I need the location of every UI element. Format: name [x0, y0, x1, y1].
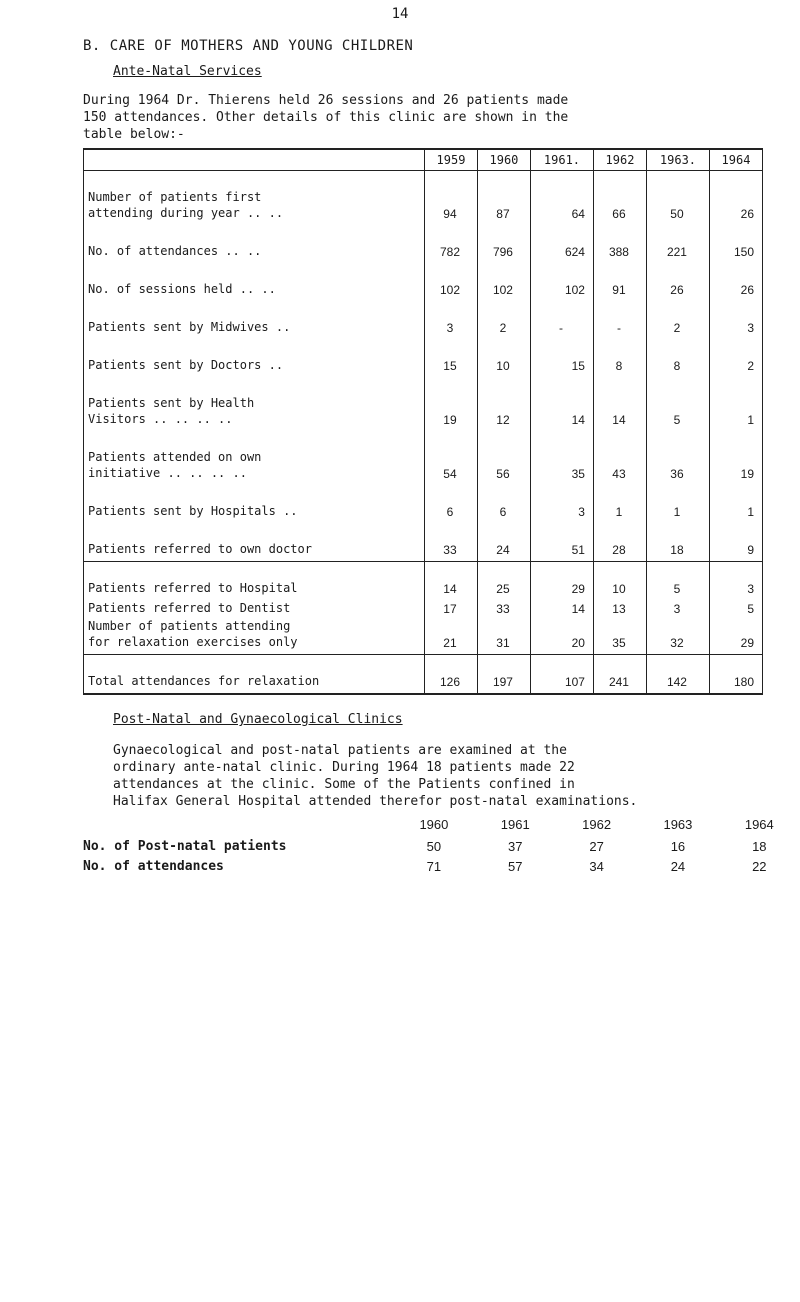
- row-value: 28: [593, 523, 646, 562]
- post-natal-heading: Post-Natal and Gynaecological Clinics: [113, 712, 403, 727]
- row-value: 3: [530, 485, 593, 523]
- row-value: 29: [710, 616, 763, 655]
- row-label: Number of patients first attending during year .. ..: [88, 190, 284, 220]
- row-value: 221: [646, 225, 709, 263]
- row-label: Patients attended on own initiative .. .. .. ..: [88, 450, 262, 480]
- row-value: 12: [477, 377, 530, 431]
- row-value: 66: [593, 171, 646, 226]
- row-value: 102: [477, 263, 530, 301]
- post-natal-year: 1961: [500, 816, 530, 832]
- post-natal-value: 34: [589, 858, 604, 874]
- post-natal-year: 1964: [744, 816, 774, 832]
- row-value: 51: [530, 523, 593, 562]
- row-value: 2: [477, 301, 530, 339]
- row-value: 6: [477, 485, 530, 523]
- row-value: 1: [710, 485, 763, 523]
- row-value: 102: [530, 263, 593, 301]
- table-row: [84, 655, 763, 695]
- row-value: 6: [425, 485, 478, 523]
- intro-line-2: 150 attendances. Other details of this clinic are shown in the: [83, 110, 569, 125]
- table-corner: [84, 149, 425, 171]
- row-value: 32: [646, 616, 709, 655]
- row-value: 9: [710, 523, 763, 562]
- row-value: 8: [646, 339, 709, 377]
- row-label: Patients sent by Health Visitors .. .. .. ..: [88, 396, 255, 426]
- row-value: 14: [530, 600, 593, 616]
- row-value: 91: [593, 263, 646, 301]
- row-value: 5: [646, 562, 709, 601]
- post-natal-paragraph: [113, 742, 637, 810]
- post-natal-year: 1962: [582, 816, 612, 832]
- post-natal-line-4: Halifax General Hospital attended therefor post-natal examinations.: [113, 794, 638, 809]
- row-label: Patients sent by Doctors ..: [88, 358, 284, 372]
- row-value: 796: [477, 225, 530, 263]
- row-label: Patients referred to Hospital: [88, 581, 298, 595]
- row-label: Number of patients attending for relaxation exercises only: [84, 616, 425, 655]
- post-natal-year: 1960: [419, 816, 449, 832]
- table-row: [84, 562, 763, 601]
- row-value: 3: [710, 562, 763, 601]
- row-value: 87: [477, 171, 530, 226]
- intro-line-3: table below:-: [83, 127, 185, 142]
- row-value: 3: [710, 301, 763, 339]
- post-natal-value: 57: [508, 858, 523, 874]
- post-natal-value: 24: [670, 858, 686, 874]
- year-header: 1963.: [646, 149, 709, 171]
- row-value: 26: [710, 263, 763, 301]
- table-row: [84, 301, 763, 339]
- row-value: 102: [425, 263, 478, 301]
- table-row: [84, 377, 763, 431]
- post-natal-value: 27: [589, 838, 604, 854]
- row-value: 15: [425, 339, 478, 377]
- post-natal-value: 37: [508, 838, 523, 854]
- row-value: 17: [425, 600, 478, 616]
- row-value: 35: [530, 431, 593, 485]
- table-row: [84, 600, 763, 616]
- row-label: Total attendances for relaxation: [88, 674, 320, 688]
- post-natal-row: [83, 836, 800, 856]
- post-natal-line-2: ordinary ante-natal clinic. During 1964 18 patients made 22: [113, 760, 575, 775]
- table-header-row: [84, 149, 763, 171]
- intro-paragraph: [83, 92, 568, 143]
- ante-natal-table: [83, 148, 763, 695]
- row-value: 13: [593, 600, 646, 616]
- row-value: 14: [593, 377, 646, 431]
- row-value: 15: [530, 339, 593, 377]
- row-value: 33: [425, 523, 478, 562]
- table-row: [84, 263, 763, 301]
- table-row: [84, 225, 763, 263]
- row-value: 26: [710, 171, 763, 226]
- row-value: 56: [477, 431, 530, 485]
- section-heading: B. CARE OF MOTHERS AND YOUNG CHILDREN: [83, 38, 414, 54]
- row-value: 3: [425, 301, 478, 339]
- row-value: 142: [646, 655, 709, 695]
- table-row: [84, 485, 763, 523]
- row-label: Patients referred to Dentist: [88, 601, 291, 615]
- post-natal-row: [83, 856, 800, 876]
- post-natal-corner: [83, 812, 393, 836]
- row-value: 1: [593, 485, 646, 523]
- post-natal-value: 18: [752, 838, 767, 854]
- row-value: 25: [477, 562, 530, 601]
- post-natal-value: 16: [670, 838, 686, 854]
- post-natal-line-1: Gynaecological and post-natal patients are examined at the: [113, 743, 567, 758]
- row-value: 107: [530, 655, 593, 695]
- row-value: 20: [530, 616, 593, 655]
- row-label: No. of attendances .. ..: [88, 244, 262, 258]
- row-value: 18: [646, 523, 709, 562]
- row-value: 1: [646, 485, 709, 523]
- post-natal-value: 22: [752, 858, 767, 874]
- row-value: 54: [425, 431, 478, 485]
- row-value: 241: [593, 655, 646, 695]
- table-row: [84, 431, 763, 485]
- row-value: 35: [593, 616, 646, 655]
- row-value: 64: [530, 171, 593, 226]
- row-value: 14: [530, 377, 593, 431]
- row-value: 26: [646, 263, 709, 301]
- row-label: No. of sessions held .. ..: [88, 282, 276, 296]
- table-row: [84, 523, 763, 562]
- row-label: Patients sent by Hospitals ..: [88, 504, 298, 518]
- row-value: 2: [710, 339, 763, 377]
- year-header: 1964: [710, 149, 763, 171]
- row-value: 782: [425, 225, 478, 263]
- row-value: 14: [425, 562, 478, 601]
- row-value: 36: [646, 431, 709, 485]
- row-value: 5: [646, 377, 709, 431]
- row-value: 21: [425, 616, 478, 655]
- post-natal-row-label: No. of attendances: [83, 858, 224, 874]
- table-row: [84, 339, 763, 377]
- row-value: 10: [477, 339, 530, 377]
- row-value: 197: [477, 655, 530, 695]
- intro-line-1: During 1964 Dr. Thierens held 26 sessions and 26 patients made: [83, 93, 569, 108]
- row-value: 43: [593, 431, 646, 485]
- row-value: 94: [425, 171, 478, 226]
- row-value: 8: [593, 339, 646, 377]
- post-natal-line-3: attendances at the clinic. Some of the Patients confined in: [113, 777, 575, 792]
- year-header: 1960: [477, 149, 530, 171]
- row-value: 180: [710, 655, 763, 695]
- row-label: Patients referred to own doctor: [84, 523, 425, 562]
- row-value: -: [530, 301, 593, 339]
- row-value: 3: [646, 600, 709, 616]
- row-label: Patients sent by Midwives ..: [88, 320, 291, 334]
- table-row: [84, 616, 763, 655]
- post-natal-value: 71: [426, 858, 442, 874]
- year-header: 1961.: [530, 149, 593, 171]
- post-natal-value: 50: [426, 838, 442, 854]
- row-value: 126: [425, 655, 478, 695]
- row-value: 50: [646, 171, 709, 226]
- row-value: 5: [710, 600, 763, 616]
- row-value: 19: [710, 431, 763, 485]
- row-value: 33: [477, 600, 530, 616]
- page-number: 14: [391, 6, 409, 22]
- row-value: 388: [593, 225, 646, 263]
- post-natal-header-row: [83, 812, 800, 836]
- row-value: 624: [530, 225, 593, 263]
- post-natal-year: 1963: [663, 816, 693, 832]
- row-value: 1: [710, 377, 763, 431]
- row-value: 2: [646, 301, 709, 339]
- row-value: 10: [593, 562, 646, 601]
- year-header: 1962: [593, 149, 646, 171]
- post-natal-table: [83, 812, 800, 876]
- ante-natal-heading: Ante-Natal Services: [113, 64, 262, 79]
- year-header: 1959: [425, 149, 478, 171]
- row-value: 24: [477, 523, 530, 562]
- row-value: 31: [477, 616, 530, 655]
- row-value: -: [593, 301, 646, 339]
- table-row: [84, 171, 763, 226]
- row-value: 29: [530, 562, 593, 601]
- post-natal-row-label: No. of Post-natal patients: [83, 838, 287, 854]
- row-value: 19: [425, 377, 478, 431]
- row-value: 150: [710, 225, 763, 263]
